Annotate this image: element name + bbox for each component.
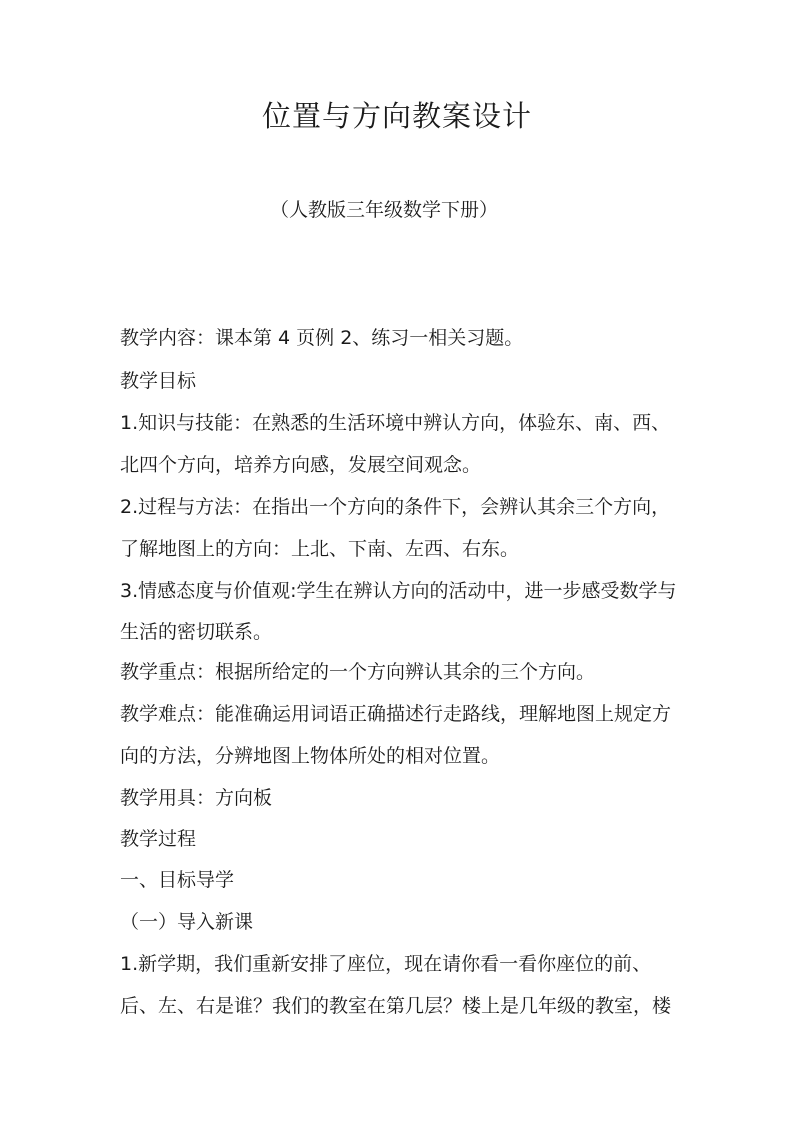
paragraph-line: 生活的密切联系。 <box>120 621 273 643</box>
paragraph-line: 教学过程 <box>120 828 197 850</box>
paragraph-line: 教学重点：根据所给定的一个方向辨认其余的三个方向。 <box>120 661 596 683</box>
paragraph-line: 后、左、右是谁？我们的教室在第几层？楼上是几年级的教室，楼 <box>120 995 672 1017</box>
document-title: 位置与方向教案设计 <box>261 99 532 133</box>
paragraph-line: 教学内容：课本第 4 页例 2、练习一相关习题。 <box>120 327 524 349</box>
paragraph-line: （一）导入新课 <box>120 911 254 933</box>
paragraph-line: 教学目标 <box>120 370 197 392</box>
paragraph-line: 3.情感态度与价值观:学生在辨认方向的活动中，进一步感受数学与 <box>120 580 677 602</box>
paragraph-line: 2.过程与方法：在指出一个方向的条件下，会辨认其余三个方向， <box>120 496 671 518</box>
paragraph-line: 向的方法，分辨地图上物体所处的相对位置。 <box>120 745 501 767</box>
paragraph-line: 1.新学期，我们重新安排了座位，现在请你看一看你座位的前、 <box>120 953 652 975</box>
paragraph-line: 了解地图上的方向：上北、下南、左西、右东。 <box>120 538 520 560</box>
paragraph-line: 北四个方向，培养方向感，发展空间观念。 <box>120 454 482 476</box>
paragraph-line: 教学用具：方向板 <box>120 787 273 809</box>
paragraph-line: 教学难点：能准确运用词语正确描述行走路线，理解地图上规定方 <box>120 703 672 725</box>
paragraph-line: 1.知识与技能：在熟悉的生活环境中辨认方向，体验东、南、西、 <box>120 412 671 434</box>
document-subtitle: （人教版三年级数学下册） <box>270 199 499 221</box>
paragraph-line: 一、目标导学 <box>120 869 235 891</box>
